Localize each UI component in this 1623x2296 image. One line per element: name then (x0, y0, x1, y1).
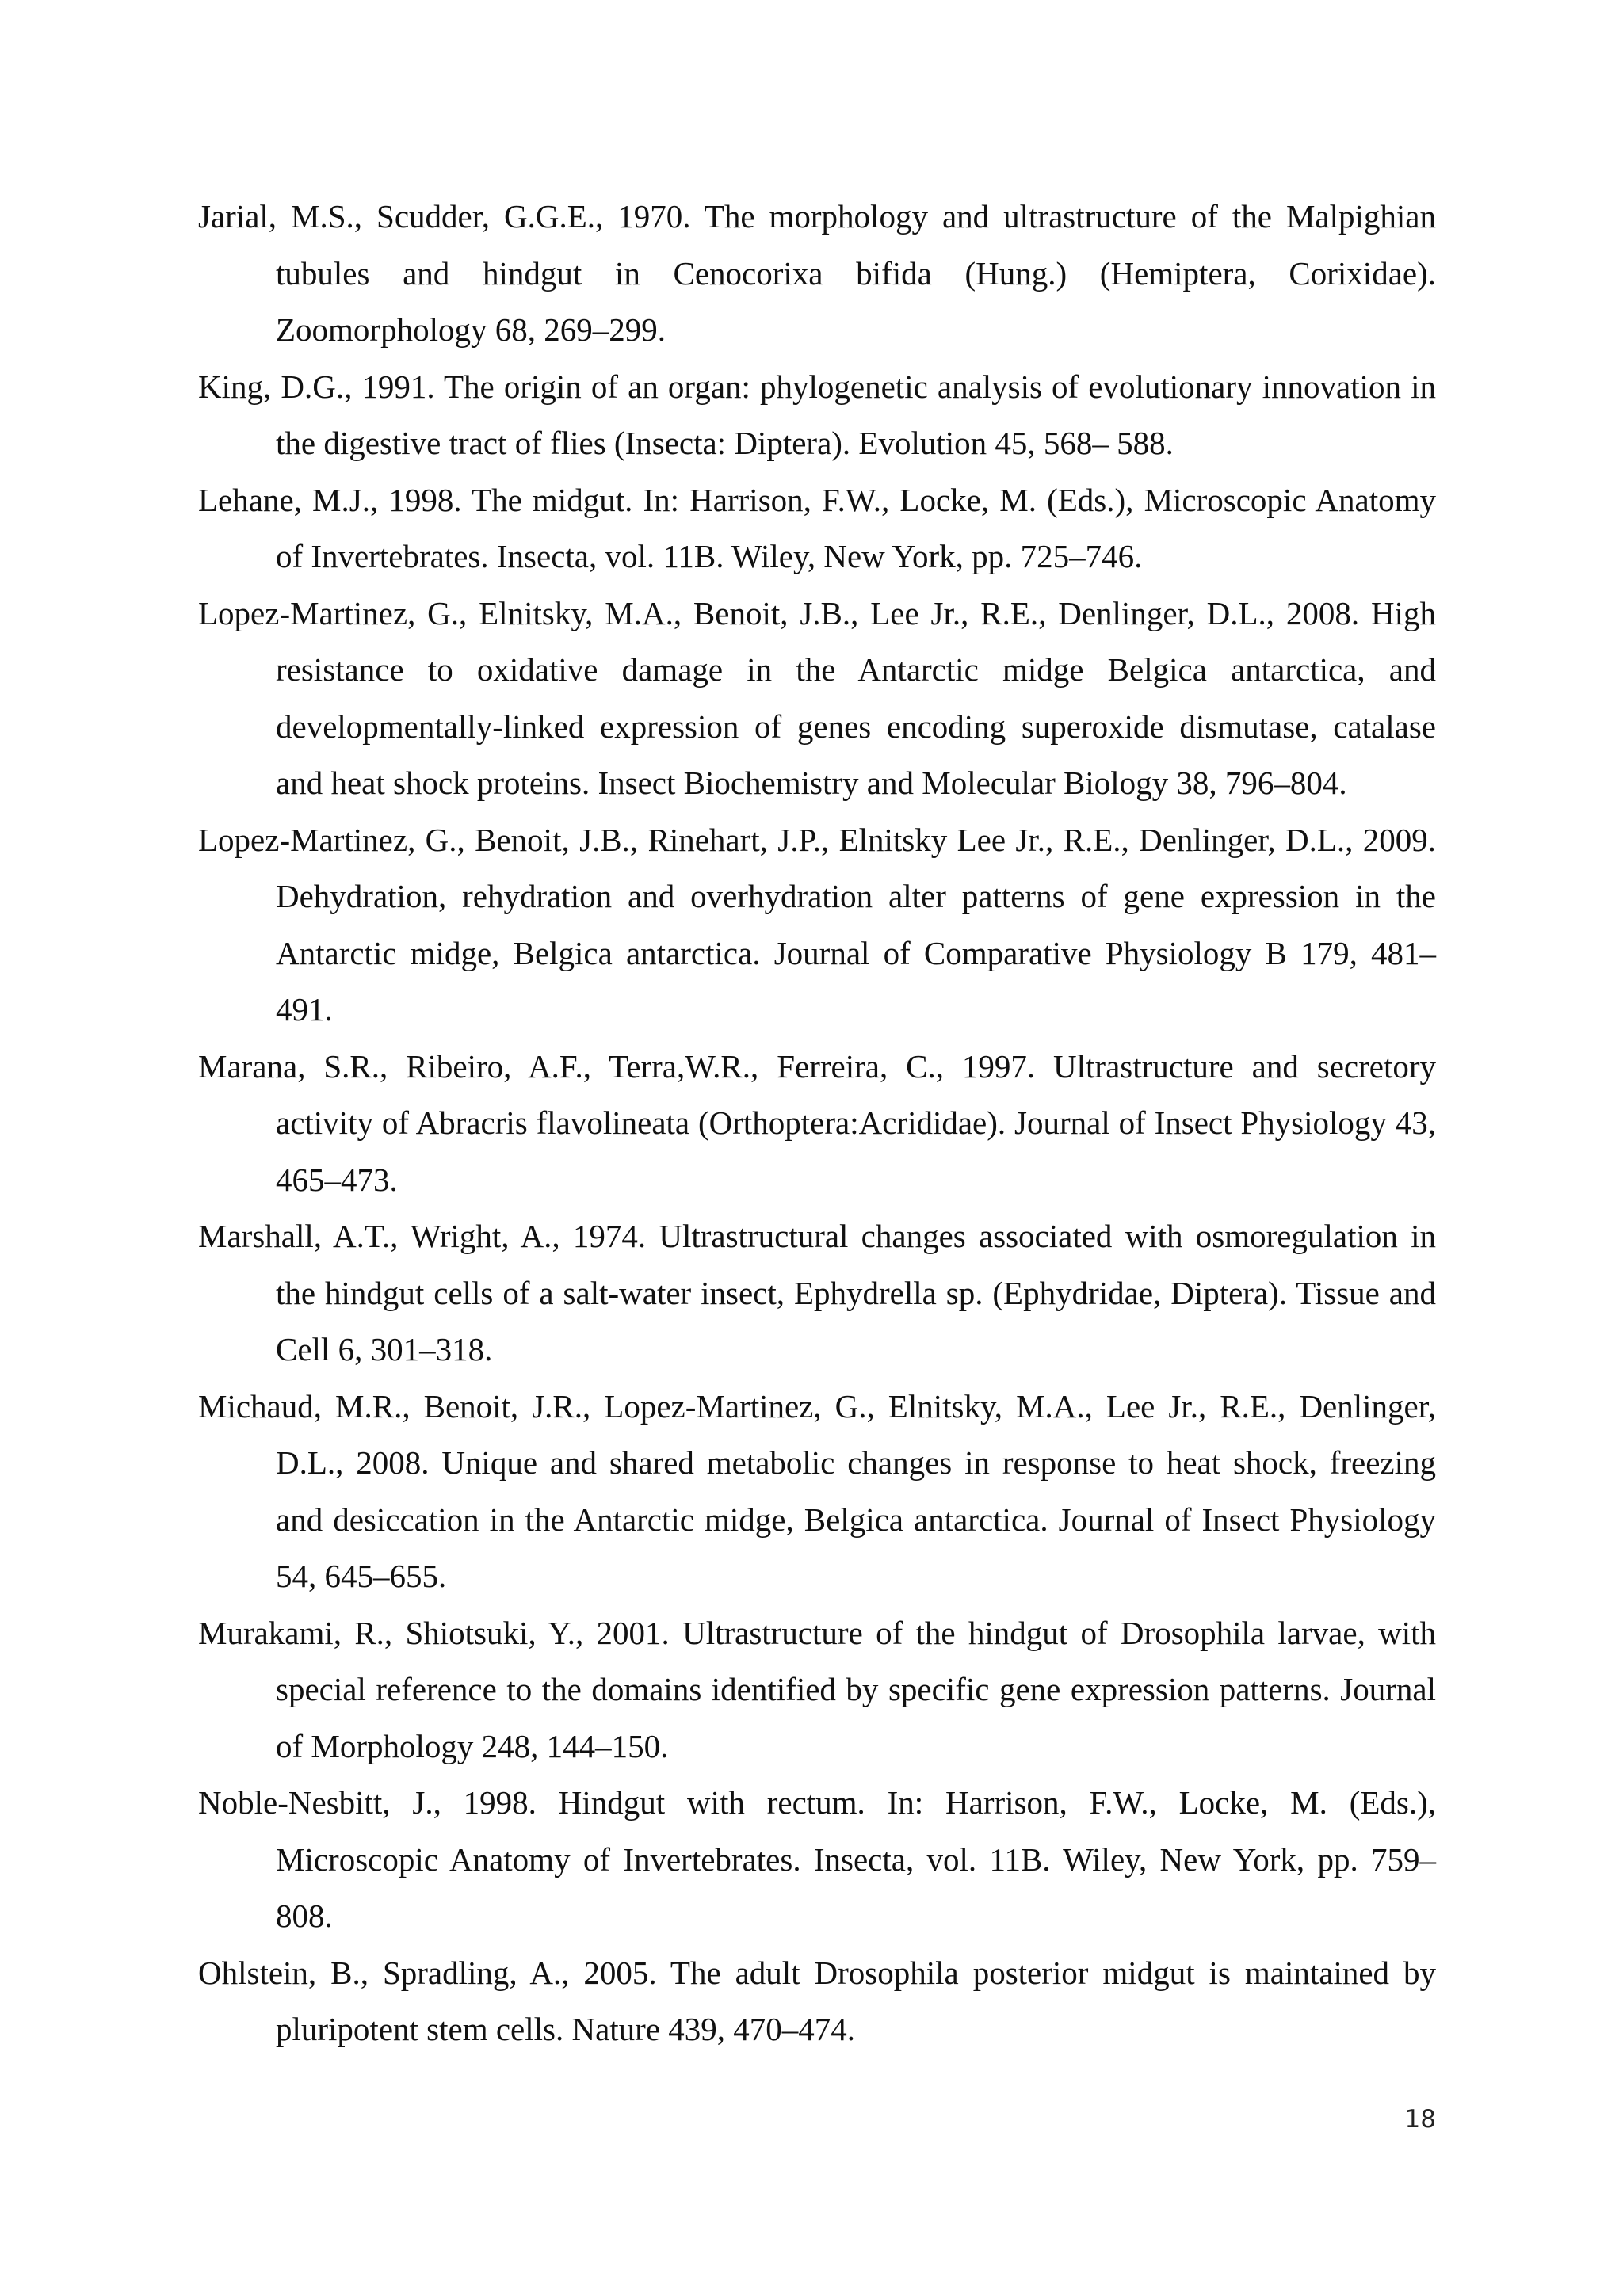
reference-entry: Jarial, M.S., Scudder, G.G.E., 1970. The morphology and ultrastructure of the Malpighian tubules and hindgut in Cenocorixa bifida (Hung.) (Hemiptera, Corixidae). Zoomorphology 68, 269–299. (198, 198, 1436, 348)
reference-entry: Marshall, A.T., Wright, A., 1974. Ultrastructural changes associated with osmoregulation in the hindgut cells of a salt-water insect, Ephydrella sp. (Ephydridae, Diptera). Tissue and Cell 6, 301–318. (198, 1218, 1436, 1367)
reference-list (198, 189, 1436, 2058)
reference-entry: Lehane, M.J., 1998. The midgut. In: Harrison, F.W., Locke, M. (Eds.), Microscopic Anatomy of Invertebrates. Insecta, vol. 11B. Wiley, New York, pp. 725–746. (198, 481, 1436, 574)
reference-entry: Lopez-Martinez, G., Benoit, J.B., Rinehart, J.P., Elnitsky Lee Jr., R.E., Denlinger, D.L., 2009. Dehydration, rehydration and overhydration alter patterns of gene expression in the Antarctic midge, Belgica antarctica. Journal of Comparative Physiology B 179, 481–491. (198, 821, 1436, 1028)
reference-entry: King, D.G., 1991. The origin of an organ: phylogenetic analysis of evolutionary innovation in the digestive tract of flies (Insecta: Diptera). Evolution 45, 568– 588. (198, 368, 1436, 461)
reference-entry: Lopez-Martinez, G., Elnitsky, M.A., Benoit, J.B., Lee Jr., R.E., Denlinger, D.L., 2008. High resistance to oxidative damage in the Antarctic midge Belgica antarctica, and developmentally-linked expression of genes encoding superoxide dismutase, catalase and heat shock proteins. Insect Biochemistry and Molecular Biology 38, 796–804. (198, 594, 1436, 801)
reference-entry: Murakami, R., Shiotsuki, Y., 2001. Ultrastructure of the hindgut of Drosophila larvae, with special reference to the domains identified by specific gene expression patterns. Journal of Morphology 248, 144–150. (198, 1614, 1436, 1764)
reference-entry: Michaud, M.R., Benoit, J.R., Lopez-Martinez, G., Elnitsky, M.A., Lee Jr., R.E., Denlinger, D.L., 2008. Unique and shared metabolic changes in response to heat shock, freezing and desiccation in the Antarctic midge, Belgica antarctica. Journal of Insect Physiology 54, 645–655. (198, 1387, 1436, 1594)
reference-entry: Marana, S.R., Ribeiro, A.F., Terra,W.R., Ferreira, C., 1997. Ultrastructure and secretory activity of Abracris flavolineata (Orthoptera:Acrididae). Journal of Insect Physiology 43, 465–473. (198, 1047, 1436, 1198)
reference-entry: Ohlstein, B., Spradling, A., 2005. The adult Drosophila posterior midgut is maintained by pluripotent stem cells. Nature 439, 470–474. (198, 1954, 1436, 2047)
reference-entry: Noble-Nesbitt, J., 1998. Hindgut with rectum. In: Harrison, F.W., Locke, M. (Eds.), Microscopic Anatomy of Invertebrates. Insecta, vol. 11B. Wiley, New York, pp. 759–808. (198, 1784, 1436, 1934)
page-number: 18 (1404, 2105, 1436, 2134)
